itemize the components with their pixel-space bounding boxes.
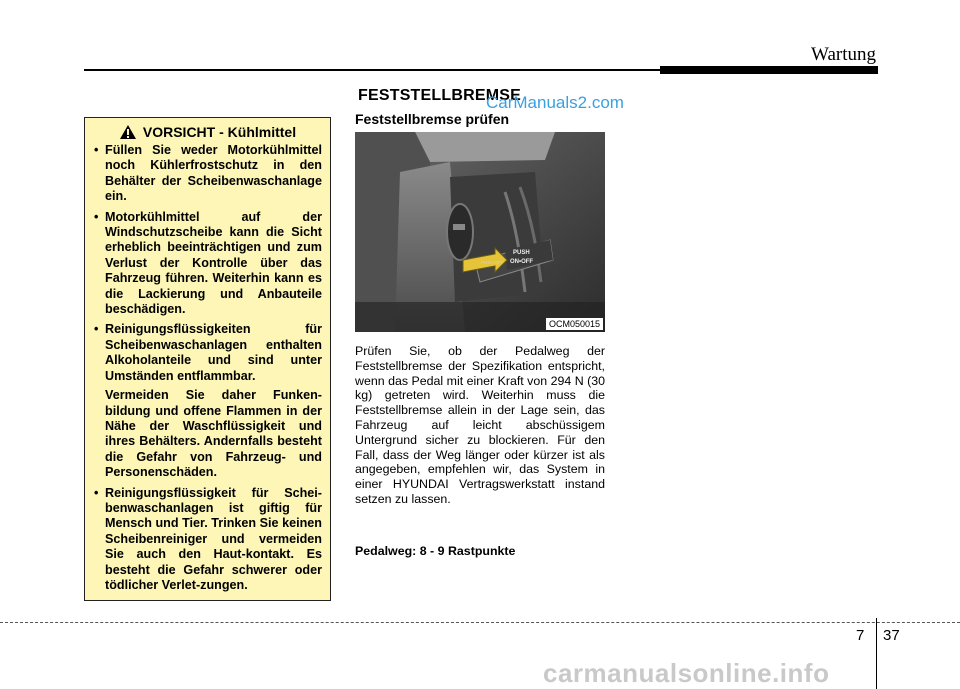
caution-heading: VORSICHT - Kühlmittel bbox=[142, 124, 297, 140]
page-number: 37 bbox=[883, 627, 900, 644]
caution-item-text: • Füllen Sie weder Motorkühlmittel noch Kühlerfrostschutz in den Behälter der Scheibenwaschanlage ein. bbox=[105, 143, 322, 204]
caution-heading-row bbox=[93, 124, 322, 140]
pedal-travel-spec: Pedalweg: 8 - 9 Rastpunkte bbox=[355, 544, 516, 558]
subsection-heading: Feststellbremse prüfen bbox=[355, 111, 510, 127]
caution-item bbox=[93, 322, 322, 480]
header-bar bbox=[660, 66, 878, 74]
pedal-label-small: PUSH OFF bbox=[481, 260, 504, 265]
section-header-title: Wartung bbox=[811, 44, 876, 65]
caution-item-text: Vermeiden Sie daher Funken-bildung und offene Flammen in der Nähe der Waschflüssigkeit und ihres Behälters. Andernfalls besteht die Gefahr von Fahrzeug- und Personenschäden. bbox=[105, 388, 322, 480]
pedal-label-large-1: PUSH bbox=[513, 250, 530, 256]
caution-item bbox=[93, 486, 322, 594]
caution-box bbox=[84, 117, 331, 601]
page-divider bbox=[876, 618, 877, 689]
watermark-bottom[interactable]: carmanualsonline.info bbox=[543, 658, 830, 688]
header-rule bbox=[84, 69, 660, 71]
parking-brake-photo bbox=[355, 132, 605, 332]
body-paragraph: Prüfen Sie, ob der Pedalweg der Feststellbremse der Spezifikation entspricht, wenn das Pedal mit einer Kraft von 294 N (30 kg) getreten wird. Weiterhin muss die Feststellbremse allein in der Lage sein, das Fahrzeug auf leicht abschüssigem Untergrund sicher zu blockieren. Für den Fall, dass der Weg länger oder kürzer ist als angegeben, empfehlen wir, das System in einer HYUNDAI Vertragswerkstatt instand setzen zu lassen. bbox=[355, 344, 606, 506]
caution-item bbox=[93, 210, 322, 318]
footer-rule bbox=[0, 622, 960, 623]
caution-item-text: • Reinigungsflüssigkeit für Schei-benwaschanlagen ist giftig für Mensch und Tier. Trinken Sie keinen Scheibenreiniger und vermeiden Sie auch den Haut-kontakt. Es besteht die Gefahr schwerer oder tödlicher Verlet-zungen. bbox=[105, 485, 322, 592]
section-title: FESTSTELLBREMSE bbox=[358, 87, 522, 104]
pedal-label-large-2: ON•OFF bbox=[510, 259, 534, 265]
warning-triangle-icon bbox=[119, 124, 137, 140]
caution-item-text: • Reinigungsflüssigkeiten für Scheibenwaschanlagen enthalten Alkoholanteile und sind unter Umständen entflammbar. bbox=[105, 322, 322, 383]
caution-item bbox=[93, 143, 322, 205]
caution-item-text: • Motorkühlmittel auf der Windschutzscheibe kann die Sicht erheblich beeinträchtigen und zum Verlust der Kontrolle über das Fahrzeug führen. Weiterhin kann es die Lackierung und Anbauteile beschädigen. bbox=[105, 209, 322, 317]
parking-brake-illustration bbox=[355, 132, 605, 332]
photo-code: OCM050015 bbox=[546, 318, 603, 330]
watermark-top[interactable]: CarManuals2.com bbox=[486, 93, 624, 112]
caution-list bbox=[93, 143, 322, 593]
chapter-number: 7 bbox=[856, 627, 865, 644]
